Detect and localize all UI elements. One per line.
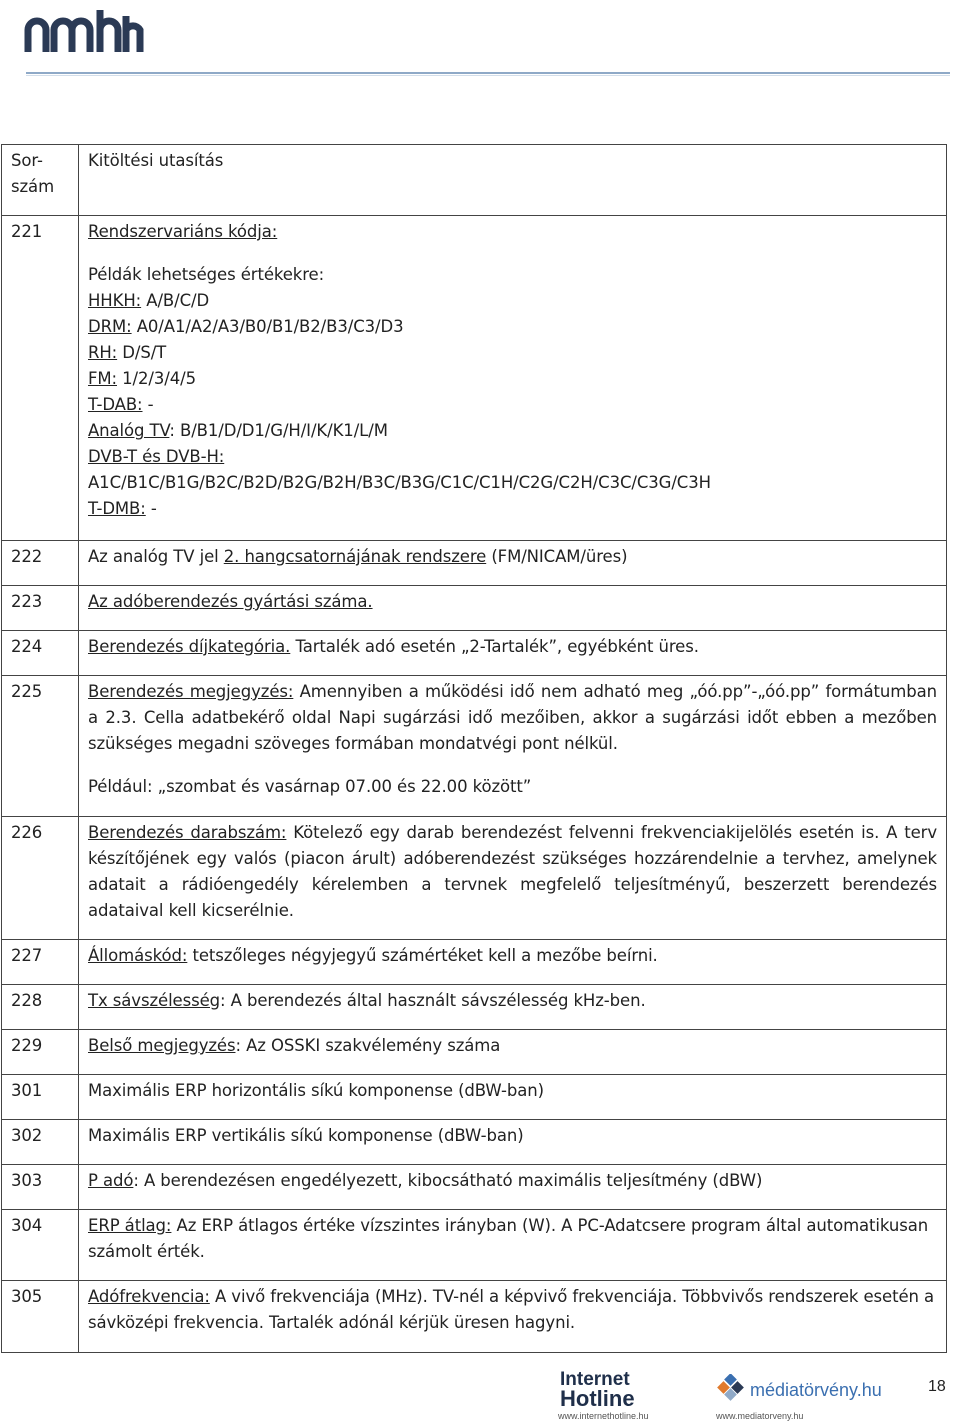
header-col-instructions: Kitöltési utasítás — [88, 151, 224, 170]
table-row — [2, 631, 947, 676]
row-label: Berendezés megjegyzés: — [88, 682, 294, 701]
row-content — [79, 631, 947, 676]
variant-value: - — [145, 499, 157, 518]
row-number-text: 305 — [11, 1287, 43, 1306]
hotline-logo-top: Internet — [560, 1369, 630, 1390]
row-number — [2, 676, 79, 817]
header-rule — [26, 72, 950, 74]
variant-label: Analóg TV — [88, 421, 170, 440]
instruction-table — [1, 144, 947, 1353]
table-row — [2, 940, 947, 985]
variant-item — [88, 366, 937, 392]
variant-label: DRM: — [88, 317, 132, 336]
row-label: 2. hangcsatornájának rendszere — [223, 547, 487, 566]
row-label: ERP átlag: — [88, 1216, 172, 1235]
row-title: Rendszervariáns kódja: — [88, 222, 278, 241]
row-content — [79, 1030, 947, 1075]
page-number: 18 — [928, 1378, 946, 1395]
row-number — [2, 1281, 79, 1353]
row-label: Az adóberendezés gyártási száma. — [88, 592, 373, 611]
row-text: Maximális ERP horizontális síkú komponense (dBW-ban) — [88, 1081, 544, 1100]
variant-label: HHKH: — [88, 291, 142, 310]
table-row — [2, 676, 947, 817]
row-content — [79, 1165, 947, 1210]
row-text: Amennyiben a működési idő nem adható meg „óó.pp”-„óó.pp” formátumban a 2.3. Cella adatbekérő oldal Napi sugárzási idő mezőiben, akkor a sugárzási időt ebben a mezőben szükséges megadni szöveges formában mondatvégi pont nélkül. — [88, 682, 937, 753]
header-row-number — [2, 145, 79, 216]
row-text: : Az OSSKI szakvélemény száma — [235, 1036, 501, 1055]
row-number-text: 227 — [11, 946, 43, 965]
row-label: Tx sávszélesség — [88, 991, 221, 1010]
variant-item — [88, 314, 937, 340]
row-label: Belső megjegyzés — [88, 1036, 236, 1055]
mediatorveny-text: médiatörvény.hu — [750, 1380, 882, 1400]
header-col-serial: Sor-szám — [11, 151, 55, 196]
table-row — [2, 1075, 947, 1120]
table-row — [2, 586, 947, 631]
row-content — [79, 1075, 947, 1120]
hotline-logo-bottom: Hotline — [560, 1386, 635, 1411]
table-row — [2, 985, 947, 1030]
table-header-row — [2, 145, 947, 216]
variant-label: RH: — [88, 343, 118, 362]
row-content — [79, 676, 947, 817]
variant-item — [88, 470, 937, 496]
row-content — [79, 985, 947, 1030]
row-label: Berendezés darabszám: — [88, 823, 287, 842]
variant-value: - — [142, 395, 154, 414]
header-instructions — [79, 145, 947, 216]
row-number-text: 302 — [11, 1126, 43, 1145]
row-number — [2, 586, 79, 631]
row-text: Maximális ERP vertikális síkú komponense (dBW-ban) — [88, 1126, 524, 1145]
internet-hotline-logo — [558, 1370, 638, 1414]
row-text: Az analóg TV jel — [88, 547, 224, 566]
row-number — [2, 940, 79, 985]
row-text: (FM/NICAM/üres) — [486, 547, 628, 566]
variant-label: FM: — [88, 369, 117, 388]
row-number-text: 301 — [11, 1081, 43, 1100]
row-number — [2, 817, 79, 940]
row-paragraph — [88, 679, 937, 757]
row-text: Tartalék adó esetén „2-Tartalék”, egyébként üres. — [290, 637, 699, 656]
row-example: Például: „szombat és vasárnap 07.00 és 22.00 között” — [88, 777, 532, 796]
row-number-text: 224 — [11, 637, 43, 656]
table-row — [2, 817, 947, 940]
variant-item — [88, 288, 937, 314]
row-content — [79, 541, 947, 586]
variant-label: T-DAB: — [88, 395, 143, 414]
variant-value: D/S/T — [117, 343, 167, 362]
row-number-text: 228 — [11, 991, 43, 1010]
row-number — [2, 985, 79, 1030]
row-number-text: 223 — [11, 592, 43, 611]
variant-item — [88, 418, 937, 444]
row-content — [79, 1210, 947, 1281]
row-content — [79, 586, 947, 631]
row-text: Az ERP átlagos értéke vízszintes irányban (W). A PC-Adatcsere program által automatikusan számolt érték. — [88, 1216, 929, 1261]
variant-label: T-DMB: — [88, 499, 146, 518]
variant-label: DVB-T és DVB-H: — [88, 447, 225, 466]
variant-value: : B/B1/D/D1/G/H/I/K/K1/L/M — [169, 421, 388, 440]
row-number-text: 229 — [11, 1036, 43, 1055]
row-number — [2, 1165, 79, 1210]
row-label: P adó — [88, 1171, 134, 1190]
table-row — [2, 1281, 947, 1353]
mediatorveny-url[interactable]: www.mediatorveny.hu — [716, 1411, 804, 1421]
row-text: : A berendezésen engedélyezett, kibocsátható maximális teljesítmény (dBW) — [133, 1171, 763, 1190]
row-number-text: 225 — [11, 682, 43, 701]
row-number — [2, 1120, 79, 1165]
variant-value: 1/2/3/4/5 — [117, 369, 196, 388]
table-row — [2, 216, 947, 541]
row-number-text: 221 — [11, 222, 43, 241]
table-row — [2, 1210, 947, 1281]
row-intro: Példák lehetséges értékekre: — [88, 265, 325, 284]
table-row — [2, 1030, 947, 1075]
row-content — [79, 1281, 947, 1353]
row-text: A vivő frekvenciája (MHz). TV-nél a képvivő frekvenciája. Többvivős rendszerek esetén a sávközépi frekvencia. Tartalék adónál kérjük üresen hagyni. — [88, 1287, 935, 1332]
row-number — [2, 1030, 79, 1075]
row-number-text: 226 — [11, 823, 43, 842]
row-number — [2, 216, 79, 541]
row-number — [2, 1210, 79, 1281]
row-number-text: 303 — [11, 1171, 43, 1190]
diamond-icon — [716, 1374, 746, 1404]
hotline-url[interactable]: www.internethotline.hu — [558, 1411, 649, 1421]
row-content — [79, 940, 947, 985]
table-row — [2, 1165, 947, 1210]
table-row — [2, 541, 947, 586]
page-footer — [0, 1366, 960, 1427]
row-number — [2, 1075, 79, 1120]
nmhh-logo — [24, 6, 144, 58]
row-number-text: 304 — [11, 1216, 43, 1235]
row-text: tetszőleges négyjegyű számértéket kell a mezőbe beírni. — [187, 946, 658, 965]
row-content — [79, 216, 947, 541]
variant-value: A/B/C/D — [141, 291, 210, 310]
header-rule-shadow — [26, 75, 950, 76]
row-number — [2, 541, 79, 586]
variant-value: A0/A1/A2/A3/B0/B1/B2/B3/C3/D3 — [131, 317, 404, 336]
variant-value: A1C/B1C/B1G/B2C/B2D/B2G/B2H/B3C/B3G/C1C/C1H/C2G/C2H/C3C/C3G/C3H — [88, 473, 711, 492]
row-label: Állomáskód: — [88, 946, 188, 965]
row-text: Kötelező egy darab berendezést felvenni frekvenciakijelölés esetén is. A terv készítőjének egy valós (piacon árult) adóberendezést szükséges hozzárendelnie a tervhez, amelynek adatait a rádióengedély kérelemben a tervnek megfelelő teljesítményű, beszerzett berendezés adataival kell kicserélnie. — [88, 823, 938, 920]
row-content — [79, 1120, 947, 1165]
row-text: : A berendezés által használt sávszélesség kHz-ben. — [220, 991, 646, 1010]
table-row — [2, 1120, 947, 1165]
row-label: Berendezés díjkategória. — [88, 637, 291, 656]
variant-item — [88, 392, 937, 418]
row-label: Adófrekvencia: — [88, 1287, 210, 1306]
row-number-text: 222 — [11, 547, 43, 566]
variant-item — [88, 496, 937, 522]
row-content — [79, 817, 947, 940]
row-number — [2, 631, 79, 676]
variant-item — [88, 444, 937, 470]
variant-item — [88, 340, 937, 366]
